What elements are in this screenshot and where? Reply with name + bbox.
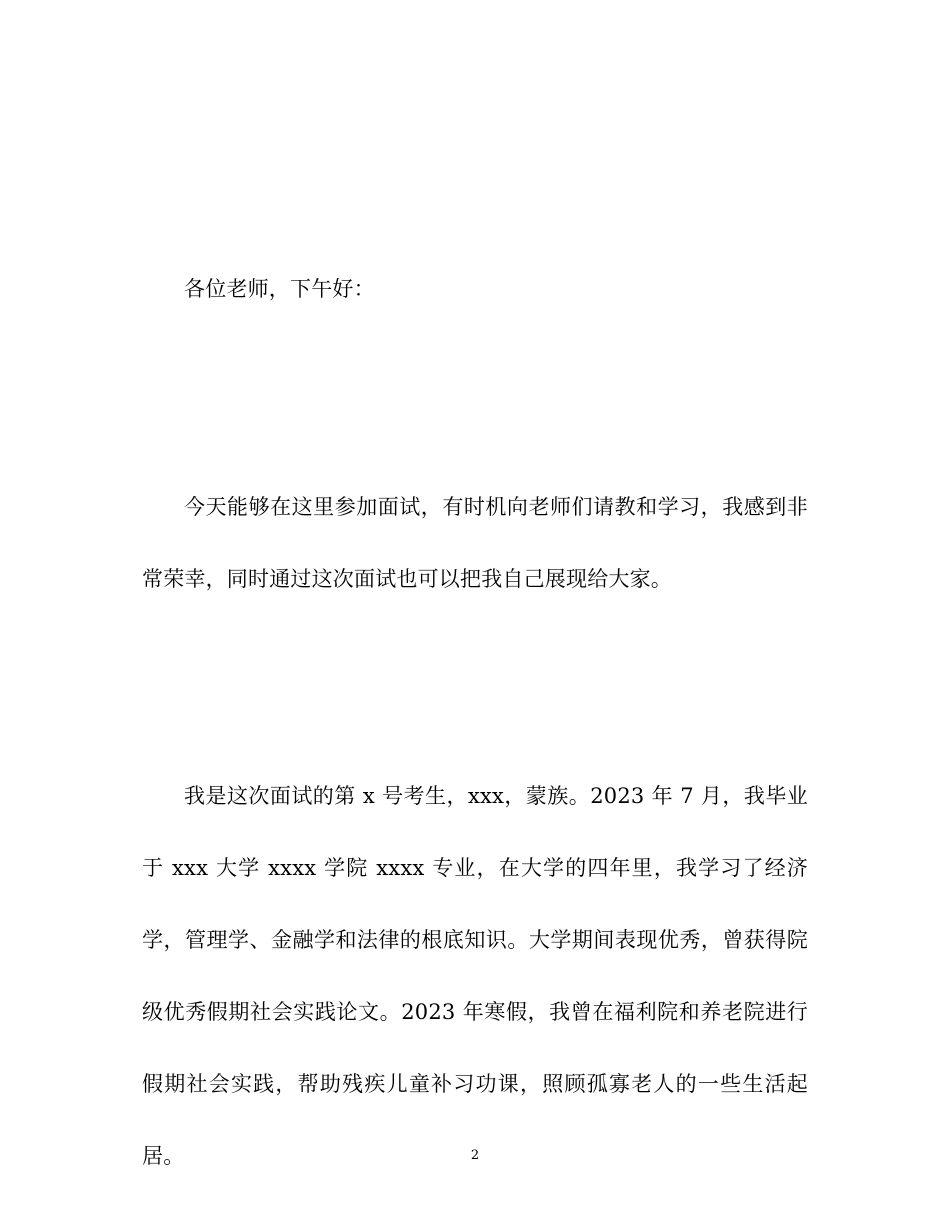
intro-paragraph: 今天能够在这里参加面试，有时机向老师们请教和学习，我感到非常荣幸，同时通过这次面试也可以把我自己展现给大家。	[142, 495, 808, 591]
page-number: 2	[470, 1148, 480, 1163]
greeting-paragraph: 各位老师，下午好：	[184, 277, 375, 301]
bio-paragraph: 我是这次面试的第 x 号考生，xxx，蒙族。2023 年 7 月，我毕业于 xxx 大学 xxxx 学院 xxxx 专业，在大学的四年里，我学习了经济学，管理学、金融学和法律的根底知识。大学期间表现优秀，曾获得院级优秀假期社会实践论文。2023 年寒假，我曾在福利院和养老院进行假期社会实践，帮助残疾儿童补习功课，照顾孤寡老人的一些生活起居。	[142, 784, 808, 1168]
